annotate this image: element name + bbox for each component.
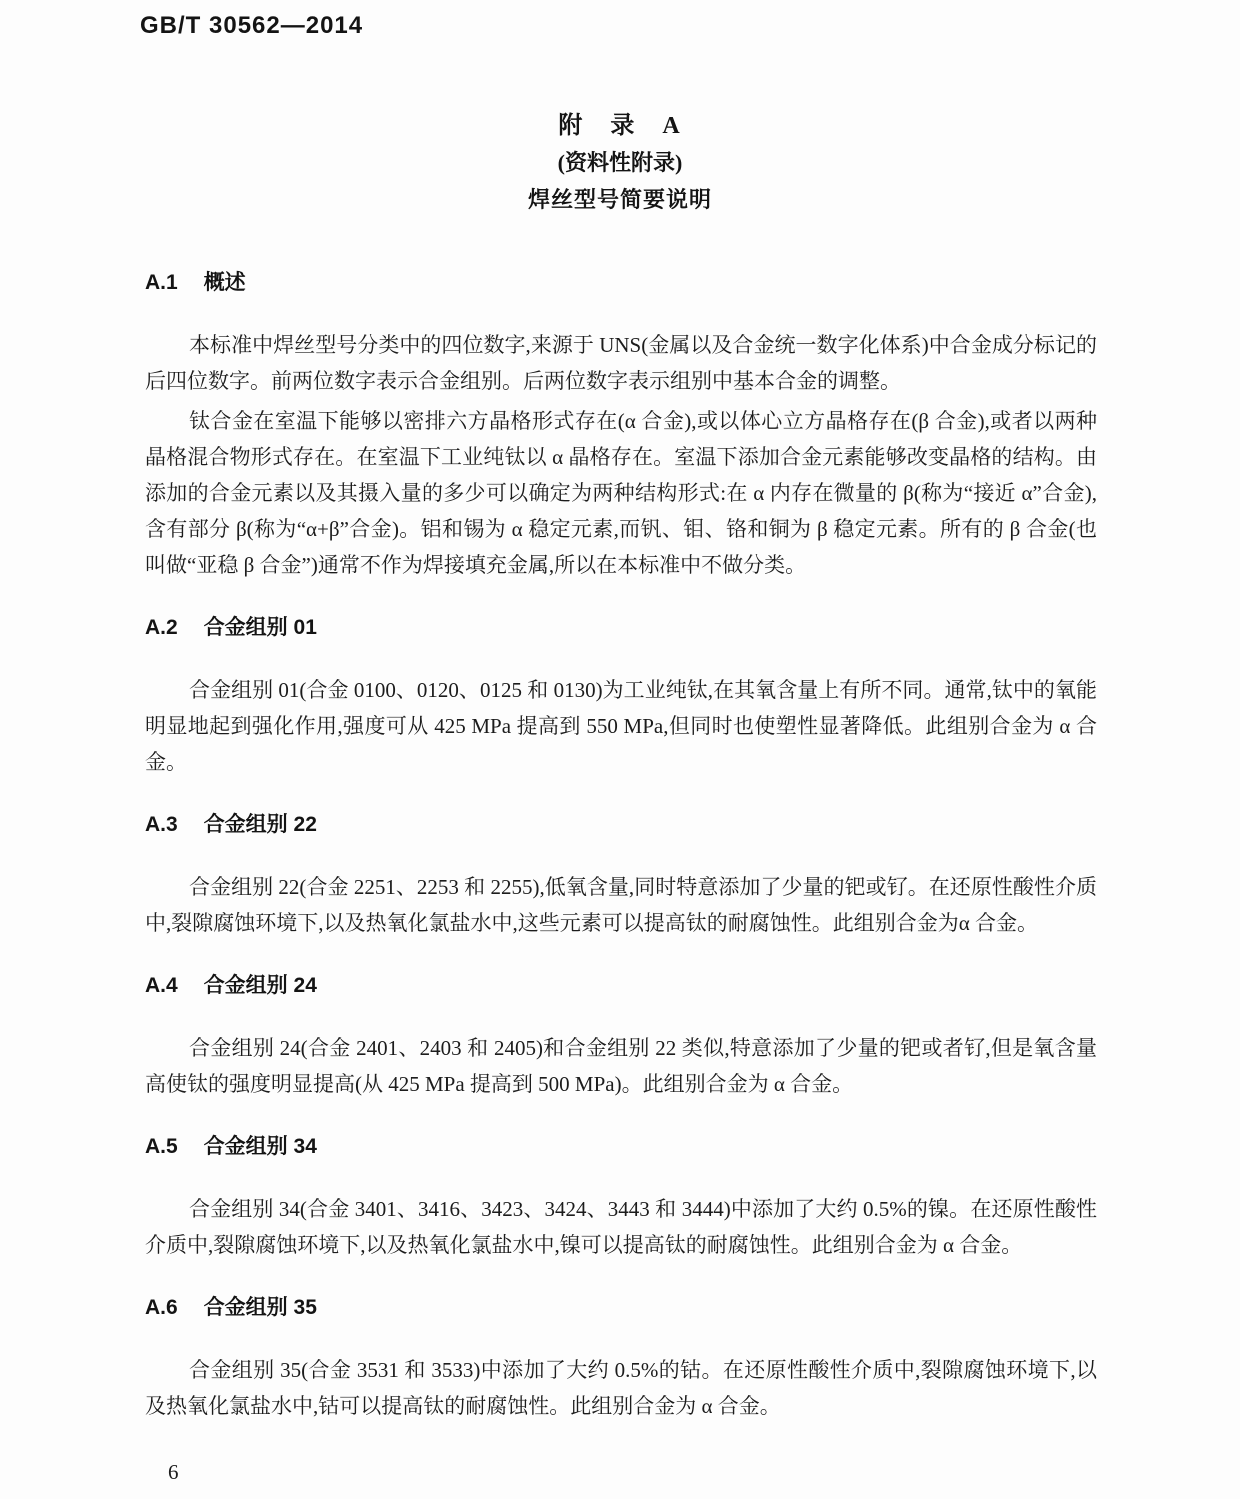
- appendix-title-block: [0, 108, 1240, 218]
- section-title: 合金组别 01: [203, 616, 317, 639]
- section-number: A.6: [145, 1296, 178, 1319]
- paragraph-a5-1: 合金组别 34(合金 3401、3416、3423、3424、3443 和 3444)中添加了大约 0.5%的镍。在还原性酸性介质中,裂隙腐蚀环境下,以及热氧化氯盐水中,镍可以提高钛的耐腐蚀性。此组别合金为 α 合金。: [145, 1197, 1097, 1257]
- section-heading-a6: [145, 1293, 1097, 1323]
- section-heading-a2: [145, 613, 1097, 643]
- section-heading-a4: [145, 971, 1097, 1001]
- section-title: 合金组别 22: [203, 813, 317, 836]
- section-number: A.2: [145, 616, 178, 639]
- section-title: 合金组别 24: [203, 974, 317, 997]
- section-heading-a1: [145, 268, 1097, 298]
- section-heading-a3: [145, 810, 1097, 840]
- section-number: A.3: [145, 813, 178, 836]
- document-body: [145, 268, 1097, 1424]
- appendix-subject: 焊丝型号简要说明: [527, 187, 712, 212]
- section-title: 合金组别 34: [203, 1135, 317, 1158]
- section-number: A.4: [145, 974, 178, 997]
- paragraph-a1-1: 本标准中焊丝型号分类中的四位数字,来源于 UNS(金属以及合金统一数字化体系)中合金成分标记的后四位数字。前两位数字表示合金组别。后两位数字表示组别中基本合金的调整。: [145, 333, 1097, 393]
- paragraph-a1-2: 钛合金在室温下能够以密排六方晶格形式存在(α 合金),或以体心立方晶格存在(β 合金),或者以两种晶格混合物形式存在。在室温下工业纯钛以 α 晶格存在。室温下添加合金元素能够改变晶格的结构。由添加的合金元素以及其摄入量的多少可以确定为两种结构形式:在 α 内存在微量的 β(称为“接近 α”合金),含有部分 β(称为“α+β”合金)。铝和锡为 α 稳定元素,而钒、钼、铬和铜为 β 稳定元素。所有的 β 合金(也叫做“亚稳 β 合金”)通常不作为焊接填充金属,所以在本标准中不做分类。: [145, 409, 1097, 577]
- section-title: 概述: [203, 271, 246, 294]
- paragraph-a4-1: 合金组别 24(合金 2401、2403 和 2405)和合金组别 22 类似,特意添加了少量的钯或者钌,但是氧含量高使钛的强度明显提高(从 425 MPa 提高到 500 MPa)。此组别合金为 α 合金。: [145, 1036, 1097, 1096]
- paragraph-a2-1: 合金组别 01(合金 0100、0120、0125 和 0130)为工业纯钛,在其氧含量上有所不同。通常,钛中的氧能明显地起到强化作用,强度可从 425 MPa 提高到 550 MPa,但同时也使塑性显著降低。此组别合金为 α 合金。: [145, 678, 1097, 774]
- section-title: 合金组别 35: [203, 1296, 317, 1319]
- appendix-title: 附 录 A: [558, 113, 682, 139]
- section-number: A.5: [145, 1135, 178, 1158]
- appendix-type-label: (资料性附录): [557, 150, 683, 175]
- paragraph-a6-1: 合金组别 35(合金 3531 和 3533)中添加了大约 0.5%的钴。在还原性酸性介质中,裂隙腐蚀环境下,以及热氧化氯盐水中,钴可以提高钛的耐腐蚀性。此组别合金为 α 合金。: [145, 1358, 1097, 1418]
- standard-number-header: GB/T 30562—2014: [140, 12, 364, 39]
- page-number: 6: [168, 1460, 179, 1484]
- section-number: A.1: [145, 271, 178, 294]
- paragraph-a3-1: 合金组别 22(合金 2251、2253 和 2255),低氧含量,同时特意添加了少量的钯或钌。在还原性酸性介质中,裂隙腐蚀环境下,以及热氧化氯盐水中,这些元素可以提高钛的耐腐蚀性。此组别合金为α 合金。: [145, 875, 1097, 935]
- section-heading-a5: [145, 1132, 1097, 1162]
